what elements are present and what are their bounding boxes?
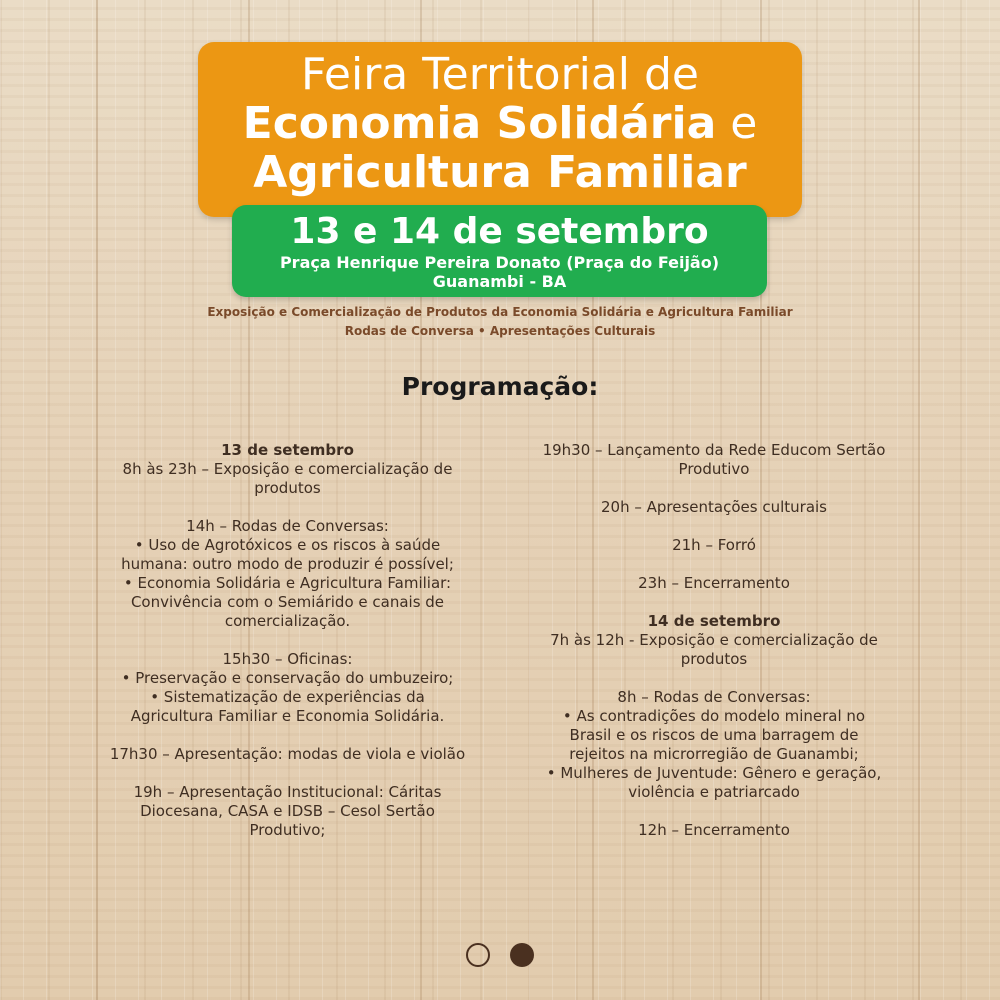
program-line: Convivência com o Semiárido e canais de bbox=[130, 593, 445, 611]
date-banner bbox=[232, 205, 767, 297]
program-line: 19h – Apresentação Institucional: Cáritas bbox=[133, 783, 442, 801]
program-line: • As contradições do modelo mineral no bbox=[562, 707, 866, 725]
program-line: • Mulheres de Juventude: Gênero e geração, bbox=[546, 764, 882, 782]
program-item bbox=[80, 517, 495, 631]
carousel-dot-page-2-active[interactable] bbox=[510, 943, 534, 967]
title-line-1: Feira Territorial de bbox=[301, 49, 699, 100]
carousel-pagination bbox=[464, 943, 536, 969]
program-item bbox=[80, 441, 495, 498]
subtitle-activities: Rodas de Conversa • Apresentações Culturais bbox=[344, 324, 656, 338]
program-line: • Uso de Agrotóxicos e os riscos à saúde bbox=[134, 536, 441, 554]
program-line: 15h30 – Oficinas: bbox=[222, 650, 353, 668]
program-line: Produtivo; bbox=[249, 821, 326, 839]
event-date: 13 e 14 de setembro bbox=[290, 211, 709, 252]
event-place: Praça Henrique Pereira Donato (Praça do Feijão) bbox=[279, 253, 720, 272]
program-item bbox=[80, 783, 495, 840]
program-line: 20h – Apresentações culturais bbox=[601, 498, 827, 516]
program-line: 23h – Encerramento bbox=[638, 574, 790, 592]
event-city: Guanambi - BA bbox=[432, 272, 567, 291]
program-line: • Sistematização de experiências da bbox=[150, 688, 425, 706]
program-line: Produtivo bbox=[678, 460, 750, 478]
program-item bbox=[505, 536, 923, 555]
event-title bbox=[198, 50, 802, 197]
program-line: • Economia Solidária e Agricultura Familiar: bbox=[123, 574, 452, 592]
program-line: 7h às 12h - Exposição e comercialização de bbox=[550, 631, 878, 649]
program-item bbox=[505, 441, 923, 479]
title-line-2 bbox=[198, 99, 802, 148]
program-line: humana: outro modo de produzir é possível; bbox=[121, 555, 454, 573]
program-day-heading: 14 de setembro bbox=[647, 612, 781, 630]
program-line: Brasil e os riscos de uma barragem de bbox=[569, 726, 859, 744]
program-item bbox=[505, 821, 923, 840]
program-item bbox=[505, 612, 923, 669]
program-item bbox=[80, 650, 495, 726]
program-line: rejeitos na microrregião de Guanambi; bbox=[569, 745, 859, 763]
title-line-2-rest: e bbox=[716, 98, 758, 149]
program-item bbox=[505, 688, 923, 802]
carousel-dot-page-1[interactable] bbox=[466, 943, 490, 967]
program-line: 8h – Rodas de Conversas: bbox=[617, 688, 811, 706]
program-line: violência e patriarcado bbox=[628, 783, 800, 801]
program-line: produtos bbox=[254, 479, 321, 497]
program-line: 21h – Forró bbox=[672, 536, 756, 554]
program-heading: Programação: bbox=[401, 372, 599, 401]
program-item bbox=[80, 745, 495, 764]
program-line: • Preservação e conservação do umbuzeiro; bbox=[121, 669, 454, 687]
program-line: 12h – Encerramento bbox=[638, 821, 790, 839]
program-line: produtos bbox=[680, 650, 748, 668]
program-line: 17h30 – Apresentação: modas de viola e violão bbox=[109, 745, 466, 763]
program-column-right bbox=[505, 441, 923, 859]
program-line: 19h30 – Lançamento da Rede Educom Sertão bbox=[542, 441, 886, 459]
title-line-2-bold: Economia Solidária bbox=[242, 98, 717, 149]
program-line: Agricultura Familiar e Economia Solidária. bbox=[130, 707, 445, 725]
program-column-left bbox=[80, 441, 495, 859]
program-item bbox=[505, 498, 923, 517]
program-line: comercialização. bbox=[224, 612, 351, 630]
program-line: 14h – Rodas de Conversas: bbox=[186, 517, 389, 535]
subtitle-exposition: Exposição e Comercialização de Produtos da Economia Solidária e Agricultura Familiar bbox=[207, 305, 793, 319]
program-line: Diocesana, CASA e IDSB – Cesol Sertão bbox=[140, 802, 435, 820]
program-line: 8h às 23h – Exposição e comercialização de bbox=[122, 460, 453, 478]
program-item bbox=[505, 574, 923, 593]
title-line-3: Agricultura Familiar bbox=[253, 147, 747, 198]
program-day-heading: 13 de setembro bbox=[221, 441, 354, 459]
